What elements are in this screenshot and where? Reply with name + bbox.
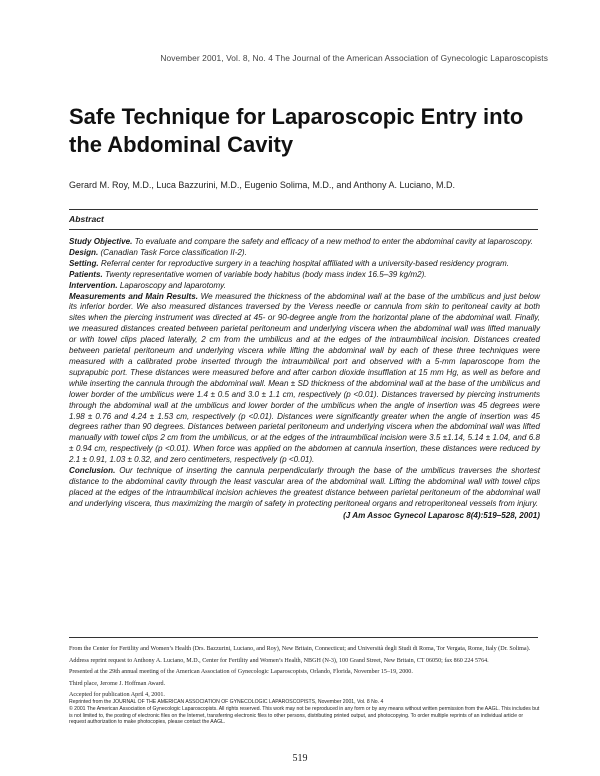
- section-label: Measurements and Main Results.: [69, 291, 198, 301]
- abstract-section-results: [69, 292, 540, 467]
- footnote-presented: Presented at the 29th annual meeting of the American Association of Gynecologic Laparoscopists, Orlando, Florida, November 15–19, 2000.: [69, 669, 413, 676]
- abstract-heading: Abstract: [69, 214, 104, 224]
- footnote-affiliation: From the Center for Fertility and Women’s Health (Drs. Bazzurini, Luciano, and Roy), New Britain, Connecticut; and Università degli Studi di Roma, Tor Vergata, Rome, Italy (Dr. Solima).: [69, 646, 531, 652]
- abstract-section-objective: [69, 237, 540, 248]
- section-label: Design.: [69, 247, 99, 257]
- author-list: Gerard M. Roy, M.D., Luca Bazzurini, M.D., Eugenio Solima, M.D., and Anthony A. Luciano, M.D.: [69, 180, 455, 190]
- footnotes: [69, 645, 540, 729]
- abstract-section-setting: [69, 259, 540, 270]
- section-label: Patients.: [69, 269, 103, 279]
- article-title: Safe Technique for Laparoscopic Entry into the Abdominal Cavity: [69, 104, 524, 157]
- abstract-body: [69, 237, 540, 522]
- abstract-section-conclusion: [69, 466, 540, 510]
- journal-header: November 2001, Vol. 8, No. 4 The Journal of the American Association of Gynecologic Laparoscopists: [160, 53, 548, 63]
- abstract-section-design: [69, 248, 540, 259]
- legal-copyright: © 2001 The American Association of Gynecologic Laparoscopists. All rights reserved. This work may not be reproduced in any form or by any means without written permission from the AAGL. This includes but is not limited to, the posting of electronic files on the Internet, transferring electronic files to other persons, distributing printed output, and photocopying. To order multiple reprints of an individual article or request authorization to make photocopies, please contact the AAGL.: [69, 706, 540, 726]
- legal-reprint: Reprinted from the JOURNAL OF THE AMERICAN ASSOCIATION OF GYNECOLOGIC LAPAROSCOPISTS, November 2001, Vol. 8 No. 4: [69, 699, 384, 706]
- rule-footnotes: [69, 637, 538, 638]
- footnote-reprint: Address reprint request to Anthony A. Luciano, M.D., Center for Fertility and Women’s Health, NBGH (N-3), 100 Grand Street, New Britain, CT 06050; fax 860 224 5764.: [69, 657, 489, 664]
- citation: (J Am Assoc Gynecol Laparosc 8(4):519–528, 2001): [343, 510, 540, 520]
- section-label: Intervention.: [69, 280, 118, 290]
- footnote-award: Third place, Jerome J. Hoffman Award.: [69, 680, 166, 687]
- section-text: (Canadian Task Force classification II-2).: [98, 247, 247, 257]
- footnote-accepted: Accepted for publication April 4, 2001.: [69, 692, 165, 699]
- section-label: Setting.: [69, 258, 99, 268]
- section-text: Laparoscopy and laparotomy.: [117, 280, 226, 290]
- abstract-section-patients: [69, 270, 540, 281]
- section-text: Referral center for reproductive surgery in a teaching hospital affiliated with a university-based residency program.: [98, 258, 509, 268]
- abstract-section-intervention: [69, 281, 540, 292]
- section-text: Twenty representative women of variable body habitus (body mass index 16.5–39 kg/m2).: [102, 269, 427, 279]
- section-label: Study Objective.: [69, 237, 133, 246]
- rule-abstract: [69, 229, 538, 230]
- section-text: Our technique of inserting the cannula perpendicularly through the base of the umbilicus traverses the shortest distance to the abdominal cavity through the least vascular area of the abdominal wall. Lifting the abdominal wall with towel clips placed at the edges of the intraumbilical incision achieves the greatest distance between parietal peritoneum of the abdominal wall and underlying viscera, thus maximizing the margin of safety in protecting peritoneal organs and retroperitoneal vessels from injury.: [69, 466, 540, 508]
- rule-top: [69, 209, 538, 210]
- section-text: We measured the thickness of the abdominal wall at the base of the umbilicus and just below its inferior border. We also measured distances traversed by the Veress needle or cannula from skin to peritoneal cavity at both sites when the piercing instrument was directed at 45- or 90-degree angle from the horizontal plane of the abdominal wall. Finally, we measured distances created between parietal peritoneum and underlying viscera when the abdominal wall was lifted manually or with towel clips placed laterally, 2 cm from the umbilicus and at the edges of the intraumbilical incision. Distances created between parietal peritoneum and underlying viscera while lifting the abdominal wall by each of these three techniques were measured with a calibrated probe inserted through the intraumbilical port and observed with a 5-mm laparoscope from the suprapubic port. These distances were measured before and after carbon dioxide insufflation at 15 mm Hg, as well as before and while inserting the cannula through the abdominal wall. Mean ± SD thickness of the abdominal wall at the base of the umbilicus and lower border of the umbilicus were 1.4 ± 0.5 and 3.0 ± 1.1 cm, respectively (p <0.01). Distances traversed by piercing instruments through the abdominal wall at the umbilicus and lower border of the umbilicus when the angle of insertion was 45 degrees were 1.98 ± 0.76 and 4.24 ± 1.53 cm, respectively (p <0.01). Distances were significantly greater when the angle of insertion was 45 degrees rather than 90 degrees. Distances between parietal peritoneum and underlying viscera when the abdominal wall was lifted manually with towel clips 2 cm from the umbilicus, or at the edges of the intraumbilical incision were 3.5 ±1.14, 5.14 ± 1.04, and 6.8 ± 0.94 cm, respectively (p <0.01). When force was applied on the abdomen at cannula insertion, these distances were reduced by 2.1 ± 0.91, 1.03 ± 0.32, and zero centimeters, respectively (p <0.01).: [69, 291, 540, 465]
- section-text: To evaluate and compare the safety and efficacy of a new method to enter the abdominal cavity at laparoscopy.: [132, 237, 533, 246]
- section-label: Conclusion.: [69, 466, 116, 476]
- page-number: 519: [292, 753, 308, 764]
